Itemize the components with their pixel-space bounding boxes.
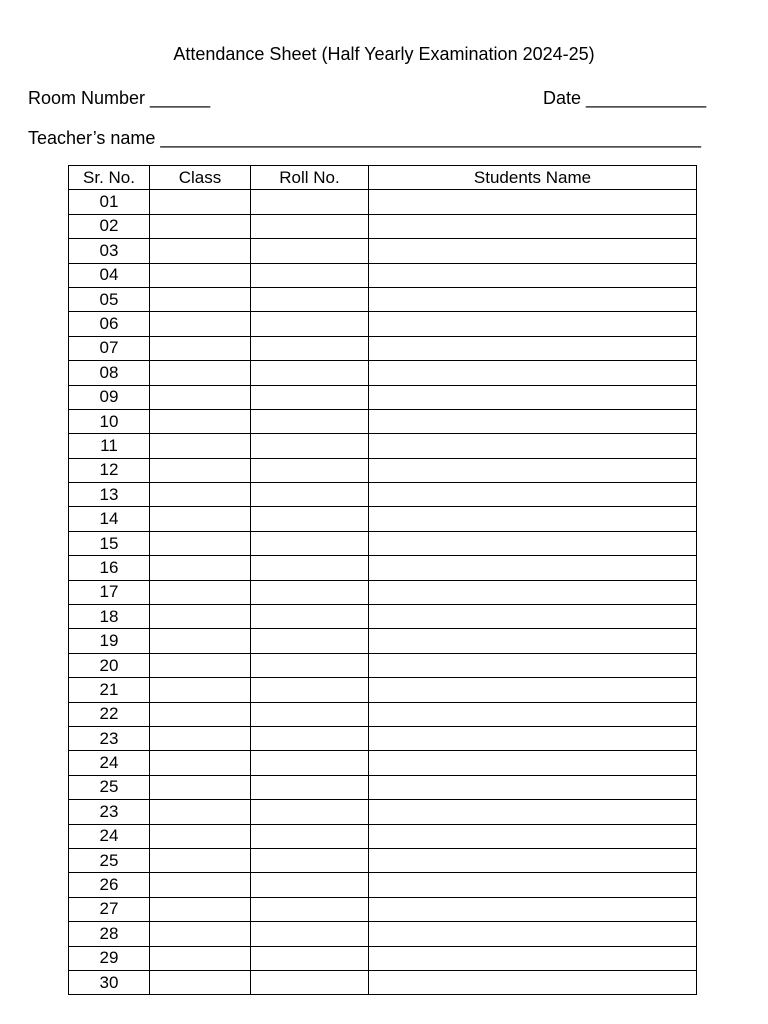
column-header-roll-no: Roll No. (251, 166, 369, 190)
sr-no-cell: 09 (69, 385, 150, 409)
sr-no-cell: 02 (69, 214, 150, 238)
class-cell (150, 629, 251, 653)
student-name-cell (369, 556, 697, 580)
sr-no-cell: 24 (69, 751, 150, 775)
sr-no-cell: 23 (69, 800, 150, 824)
sr-no-cell: 06 (69, 312, 150, 336)
student-name-cell (369, 361, 697, 385)
table-row (69, 507, 697, 531)
table-row (69, 263, 697, 287)
student-name-cell (369, 507, 697, 531)
class-cell (150, 434, 251, 458)
roll-no-cell (251, 336, 369, 360)
roll-no-cell (251, 434, 369, 458)
sr-no-cell: 03 (69, 239, 150, 263)
sr-no-cell: 14 (69, 507, 150, 531)
table-row (69, 190, 697, 214)
sr-no-cell: 12 (69, 458, 150, 482)
sr-no-cell: 04 (69, 263, 150, 287)
sr-no-cell: 17 (69, 580, 150, 604)
table-row (69, 483, 697, 507)
roll-no-cell (251, 263, 369, 287)
column-header-sr-no: Sr. No. (69, 166, 150, 190)
roll-no-cell (251, 483, 369, 507)
sr-no-cell: 23 (69, 726, 150, 750)
class-cell (150, 653, 251, 677)
student-name-cell (369, 873, 697, 897)
student-name-cell (369, 434, 697, 458)
class-cell (150, 970, 251, 994)
sr-no-cell: 21 (69, 678, 150, 702)
class-cell (150, 483, 251, 507)
student-name-cell (369, 214, 697, 238)
class-cell (150, 287, 251, 311)
student-name-cell (369, 239, 697, 263)
student-name-cell (369, 605, 697, 629)
page-title: Attendance Sheet (Half Yearly Examination 2024-25) (173, 44, 595, 64)
table-row (69, 726, 697, 750)
student-name-cell (369, 458, 697, 482)
class-cell (150, 361, 251, 385)
table-row (69, 361, 697, 385)
table-header-row (69, 166, 697, 190)
roll-no-cell (251, 458, 369, 482)
class-cell (150, 824, 251, 848)
sr-no-cell: 01 (69, 190, 150, 214)
sr-no-cell: 28 (69, 922, 150, 946)
student-name-cell (369, 702, 697, 726)
column-header-class: Class (150, 166, 251, 190)
sr-no-cell: 29 (69, 946, 150, 970)
room-number-field: Room Number ______ (28, 88, 211, 108)
class-cell (150, 385, 251, 409)
roll-no-cell (251, 385, 369, 409)
sr-no-cell: 16 (69, 556, 150, 580)
class-cell (150, 678, 251, 702)
student-name-cell (369, 580, 697, 604)
table-row (69, 531, 697, 555)
student-name-cell (369, 385, 697, 409)
student-name-cell (369, 922, 697, 946)
table-row (69, 897, 697, 921)
class-cell (150, 873, 251, 897)
sr-no-cell: 08 (69, 361, 150, 385)
student-name-cell (369, 409, 697, 433)
class-cell (150, 458, 251, 482)
roll-no-cell (251, 824, 369, 848)
student-name-cell (369, 848, 697, 872)
sr-no-cell: 10 (69, 409, 150, 433)
class-cell (150, 336, 251, 360)
roll-no-cell (251, 629, 369, 653)
table-row (69, 605, 697, 629)
table-row (69, 287, 697, 311)
class-cell (150, 239, 251, 263)
student-name-cell (369, 190, 697, 214)
sr-no-cell: 07 (69, 336, 150, 360)
class-cell (150, 775, 251, 799)
table-row (69, 312, 697, 336)
table-row (69, 214, 697, 238)
sr-no-cell: 30 (69, 970, 150, 994)
class-cell (150, 800, 251, 824)
student-name-cell (369, 970, 697, 994)
roll-no-cell (251, 848, 369, 872)
class-cell (150, 897, 251, 921)
class-cell (150, 190, 251, 214)
table-row (69, 751, 697, 775)
roll-no-cell (251, 751, 369, 775)
roll-no-cell (251, 800, 369, 824)
class-cell (150, 580, 251, 604)
table-row (69, 848, 697, 872)
date-field: Date ____________ (543, 88, 707, 108)
class-cell (150, 922, 251, 946)
sr-no-cell: 15 (69, 531, 150, 555)
table-row (69, 409, 697, 433)
sr-no-cell: 18 (69, 605, 150, 629)
class-cell (150, 312, 251, 336)
table-row (69, 922, 697, 946)
student-name-cell (369, 946, 697, 970)
student-name-cell (369, 800, 697, 824)
table-row (69, 970, 697, 994)
table-row (69, 702, 697, 726)
class-cell (150, 263, 251, 287)
table-row (69, 580, 697, 604)
class-cell (150, 556, 251, 580)
table-row (69, 653, 697, 677)
table-row (69, 629, 697, 653)
roll-no-cell (251, 873, 369, 897)
table-row (69, 556, 697, 580)
class-cell (150, 605, 251, 629)
table-row (69, 434, 697, 458)
roll-no-cell (251, 775, 369, 799)
table-body (69, 190, 697, 995)
roll-no-cell (251, 190, 369, 214)
student-name-cell (369, 531, 697, 555)
roll-no-cell (251, 970, 369, 994)
roll-no-cell (251, 531, 369, 555)
teacher-name-field: Teacher’s name ______________________________________________________ (28, 128, 701, 148)
table-row (69, 458, 697, 482)
sr-no-cell: 22 (69, 702, 150, 726)
roll-no-cell (251, 922, 369, 946)
student-name-cell (369, 483, 697, 507)
class-cell (150, 531, 251, 555)
student-name-cell (369, 312, 697, 336)
roll-no-cell (251, 361, 369, 385)
roll-no-cell (251, 507, 369, 531)
sr-no-cell: 05 (69, 287, 150, 311)
class-cell (150, 946, 251, 970)
student-name-cell (369, 726, 697, 750)
class-cell (150, 507, 251, 531)
sr-no-cell: 11 (69, 434, 150, 458)
class-cell (150, 848, 251, 872)
student-name-cell (369, 897, 697, 921)
sr-no-cell: 13 (69, 483, 150, 507)
sr-no-cell: 20 (69, 653, 150, 677)
roll-no-cell (251, 580, 369, 604)
table-row (69, 824, 697, 848)
roll-no-cell (251, 702, 369, 726)
student-name-cell (369, 336, 697, 360)
roll-no-cell (251, 605, 369, 629)
sr-no-cell: 24 (69, 824, 150, 848)
roll-no-cell (251, 678, 369, 702)
table-row (69, 385, 697, 409)
table-row (69, 946, 697, 970)
table-row (69, 239, 697, 263)
table-row (69, 800, 697, 824)
sr-no-cell: 19 (69, 629, 150, 653)
student-name-cell (369, 678, 697, 702)
sr-no-cell: 27 (69, 897, 150, 921)
sr-no-cell: 25 (69, 775, 150, 799)
student-name-cell (369, 629, 697, 653)
roll-no-cell (251, 287, 369, 311)
student-name-cell (369, 287, 697, 311)
student-name-cell (369, 824, 697, 848)
table-row (69, 678, 697, 702)
table-row (69, 873, 697, 897)
roll-no-cell (251, 214, 369, 238)
table-row (69, 775, 697, 799)
class-cell (150, 409, 251, 433)
column-header-students-name: Students Name (369, 166, 697, 190)
class-cell (150, 702, 251, 726)
student-name-cell (369, 653, 697, 677)
roll-no-cell (251, 726, 369, 750)
class-cell (150, 751, 251, 775)
class-cell (150, 214, 251, 238)
roll-no-cell (251, 239, 369, 263)
student-name-cell (369, 775, 697, 799)
student-name-cell (369, 263, 697, 287)
attendance-table (68, 165, 697, 995)
sr-no-cell: 26 (69, 873, 150, 897)
roll-no-cell (251, 312, 369, 336)
class-cell (150, 726, 251, 750)
roll-no-cell (251, 946, 369, 970)
roll-no-cell (251, 409, 369, 433)
roll-no-cell (251, 556, 369, 580)
roll-no-cell (251, 897, 369, 921)
sr-no-cell: 25 (69, 848, 150, 872)
roll-no-cell (251, 653, 369, 677)
table-row (69, 336, 697, 360)
student-name-cell (369, 751, 697, 775)
